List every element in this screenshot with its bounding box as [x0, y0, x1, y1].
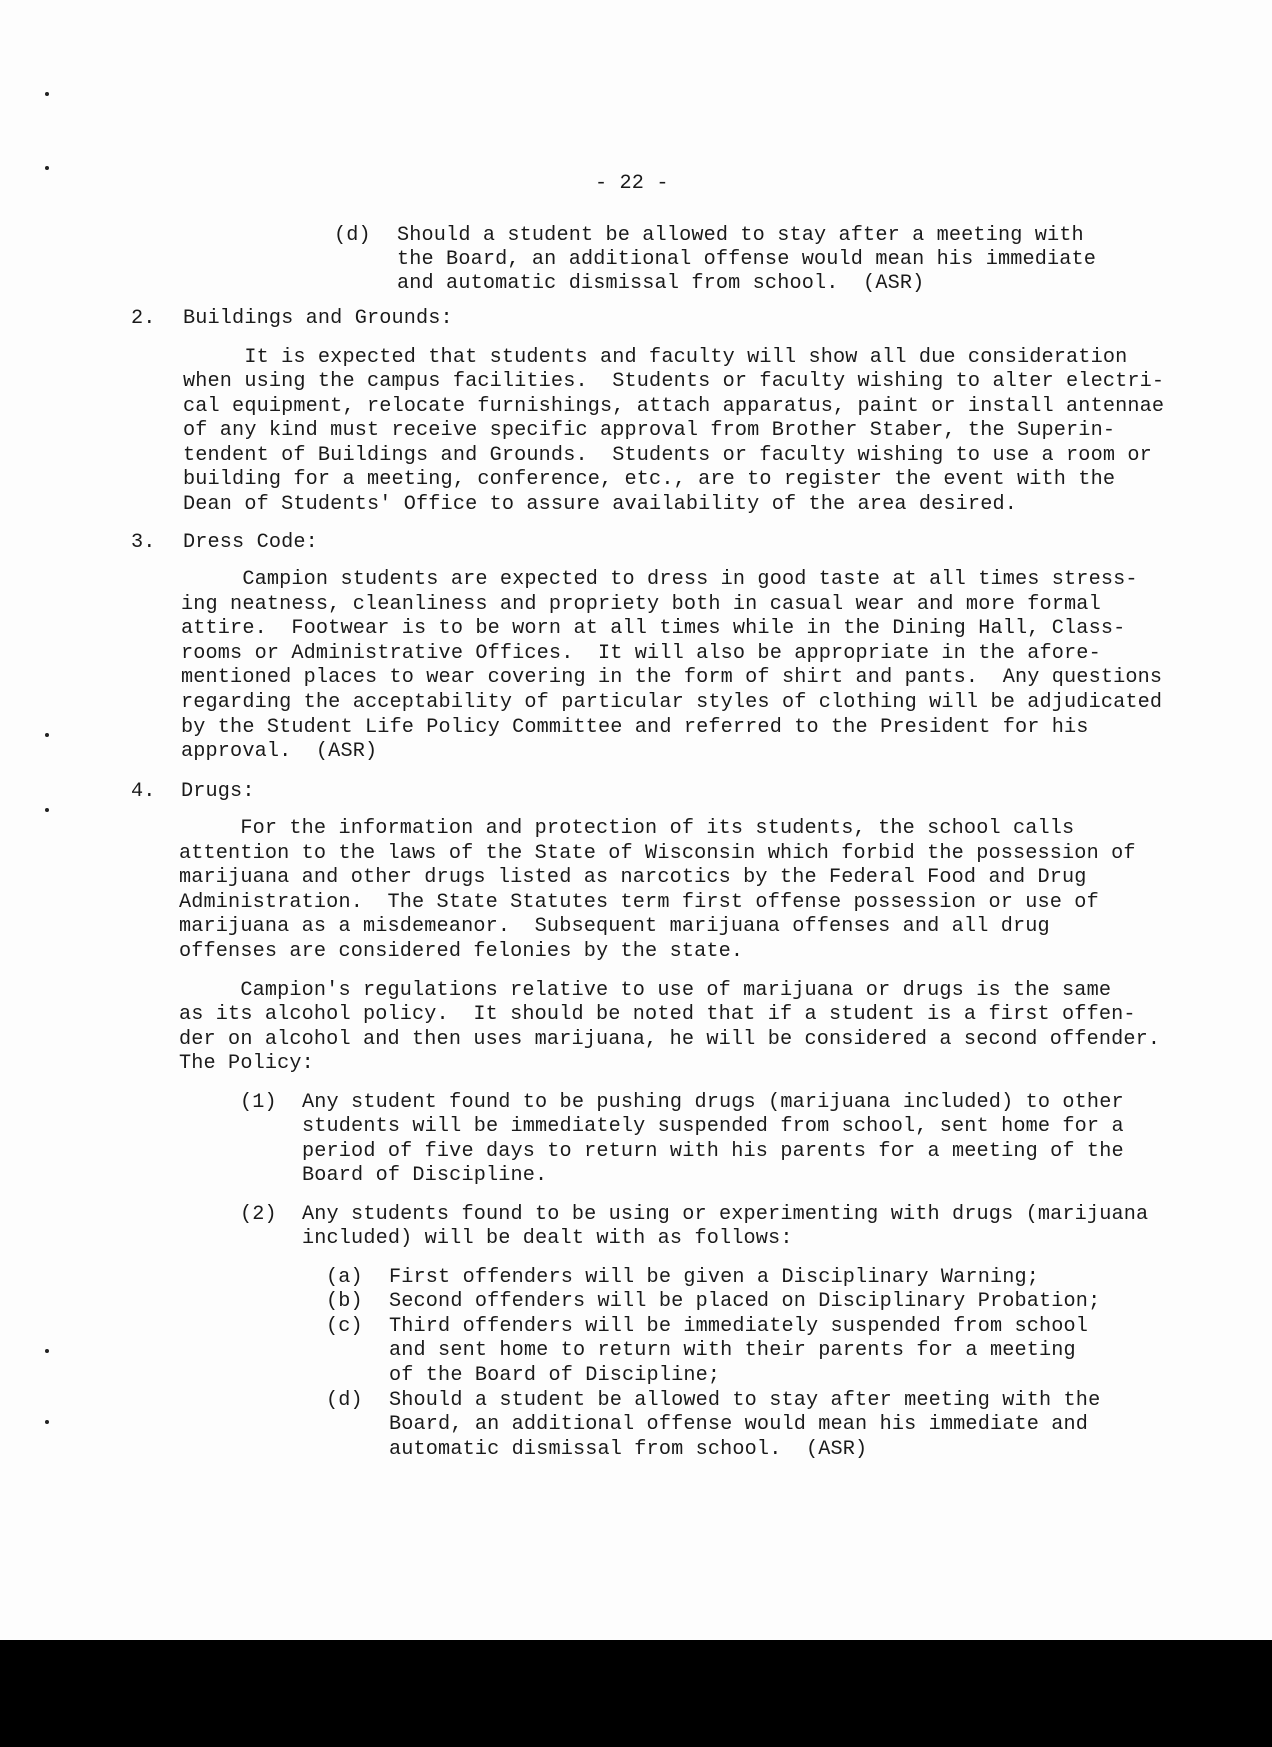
paragraph-line: ing neatness, cleanliness and propriety both in casual wear and more formal — [181, 593, 1101, 616]
paragraph-line: der on alcohol and then uses marijuana, he will be considered a second offender. — [179, 1028, 1161, 1051]
paragraph-line: rooms or Administrative Offices. It will also be appropriate in the afore- — [181, 642, 1101, 665]
scan-speck — [45, 166, 49, 170]
page-number: - 22 - — [595, 172, 669, 195]
sub-item-line: Should a student be allowed to stay after meeting with the — [389, 1389, 1101, 1412]
paragraph-line: offenses are considered felonies by the state. — [179, 940, 744, 963]
item-marker: (d) — [334, 224, 371, 247]
sub-item-marker: (c) — [326, 1315, 363, 1338]
section-heading: Drugs: — [181, 780, 255, 803]
paragraph-line: Campion students are expected to dress in good taste at all times stress- — [181, 568, 1138, 591]
scan-border — [0, 1640, 1272, 1747]
paragraph-line: It is expected that students and faculty will show all due consideration — [183, 346, 1128, 369]
paragraph-line: tendent of Buildings and Grounds. Students or faculty wishing to use a room or — [183, 444, 1152, 467]
policy-line: students will be immediately suspended from school, sent home for a — [302, 1115, 1124, 1138]
paragraph-line: regarding the acceptability of particular styles of clothing will be adjudicated — [181, 691, 1163, 714]
scan-speck — [45, 1420, 49, 1424]
paragraph-line: Campion's regulations relative to use of marijuana or drugs is the same — [179, 979, 1112, 1002]
scan-speck — [45, 1349, 49, 1353]
paragraph-line: cal equipment, relocate furnishings, attach apparatus, paint or install antennae — [183, 395, 1165, 418]
policy-line: Any students found to be using or experimenting with drugs (marijuana — [302, 1203, 1149, 1226]
sub-item-line: First offenders will be given a Disciplinary Warning; — [389, 1266, 1040, 1289]
sub-item-line: and sent home to return with their parents for a meeting — [389, 1339, 1076, 1362]
sub-item-marker: (d) — [326, 1389, 363, 1412]
paragraph-line: marijuana and other drugs listed as narcotics by the Federal Food and Drug — [179, 866, 1087, 889]
sub-item-marker: (b) — [326, 1290, 363, 1313]
paragraph-line: marijuana as a misdemeanor. Subsequent marijuana offenses and all drug — [179, 915, 1050, 938]
policy-line: Any student found to be pushing drugs (marijuana included) to other — [302, 1091, 1124, 1114]
sub-item-line: automatic dismissal from school. (ASR) — [389, 1438, 868, 1461]
paragraph-line: when using the campus facilities. Students or faculty wishing to alter electri- — [183, 370, 1165, 393]
scan-speck — [45, 808, 49, 812]
paragraph-line: as its alcohol policy. It should be noted that if a student is a first offen- — [179, 1003, 1136, 1026]
policy-line: period of five days to return with his parents for a meeting of the — [302, 1140, 1124, 1163]
policy-marker: (2) — [240, 1203, 277, 1226]
section-number: 4. — [131, 780, 156, 803]
paragraph-line: Administration. The State Statutes term first offense possession or use of — [179, 891, 1099, 914]
paragraph-line: building for a meeting, conference, etc., are to register the event with the — [183, 468, 1116, 491]
section-heading: Buildings and Grounds: — [183, 307, 453, 330]
paragraph-line: by the Student Life Policy Committee and referred to the President for his — [181, 716, 1089, 739]
sub-item-line: Third offenders will be immediately suspended from school — [389, 1315, 1089, 1338]
item-line: and automatic dismissal from school. (ASR) — [397, 272, 925, 295]
sub-item-marker: (a) — [326, 1266, 363, 1289]
section-heading: Dress Code: — [183, 531, 318, 554]
paragraph-line: mentioned places to wear covering in the form of shirt and pants. Any questions — [181, 666, 1163, 689]
paragraph-line: approval. (ASR) — [181, 740, 378, 763]
section-number: 3. — [131, 531, 156, 554]
item-line: Should a student be allowed to stay after a meeting with — [397, 224, 1084, 247]
paragraph-line: attention to the laws of the State of Wisconsin which forbid the possession of — [179, 842, 1136, 865]
scan-speck — [45, 733, 49, 737]
paragraph-line: of any kind must receive specific approval from Brother Staber, the Superin- — [183, 419, 1116, 442]
policy-line: Board of Discipline. — [302, 1164, 548, 1187]
paragraph-line: attire. Footwear is to be worn at all times while in the Dining Hall, Class- — [181, 617, 1126, 640]
policy-line: included) will be dealt with as follows: — [302, 1227, 793, 1250]
policy-marker: (1) — [240, 1091, 277, 1114]
section-number: 2. — [131, 307, 156, 330]
sub-item-line: of the Board of Discipline; — [389, 1364, 721, 1387]
scan-speck — [45, 92, 49, 96]
item-line: the Board, an additional offense would mean his immediate — [397, 248, 1097, 271]
paragraph-line: Dean of Students' Office to assure availability of the area desired. — [183, 493, 1017, 516]
sub-item-line: Board, an additional offense would mean his immediate and — [389, 1413, 1089, 1436]
sub-item-line: Second offenders will be placed on Disciplinary Probation; — [389, 1290, 1101, 1313]
paragraph-line: The Policy: — [179, 1052, 314, 1075]
paragraph-line: For the information and protection of its students, the school calls — [179, 817, 1075, 840]
